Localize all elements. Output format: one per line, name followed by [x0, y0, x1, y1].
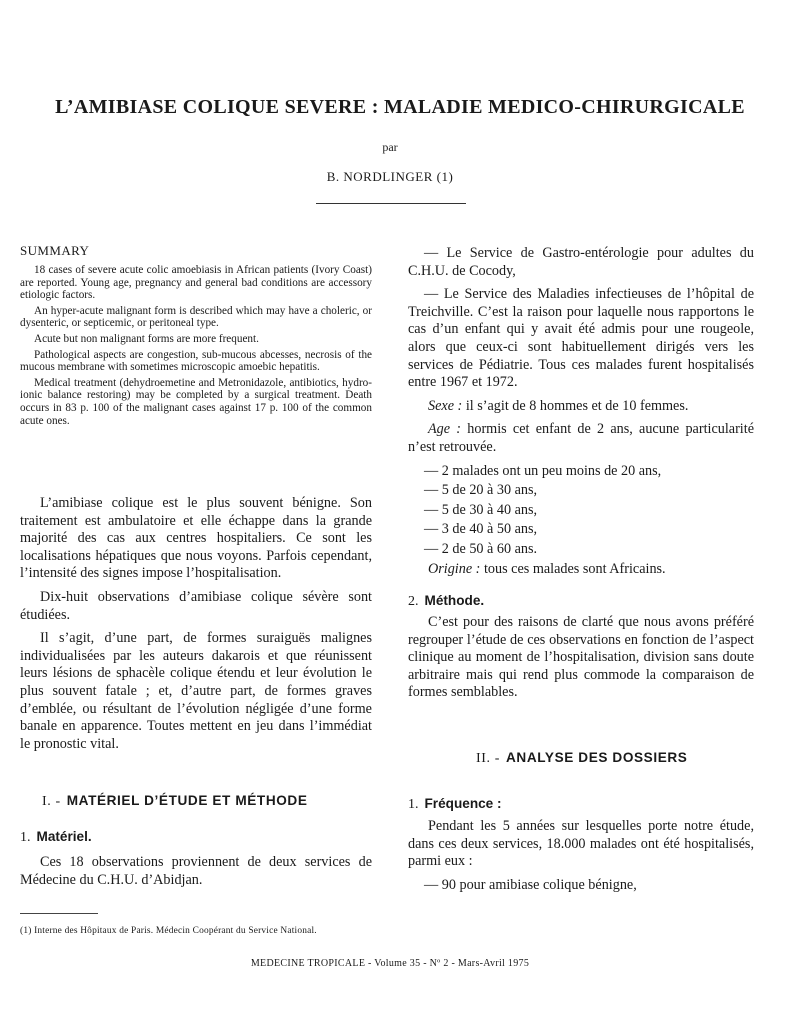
body-paragraph: L’amibiase colique est le plus souvent bénigne. Son traitement est ambulatoire et elle échappe dans la grande majorité des cas aux centres hospitaliers. Ce sont les localisations hépatiques que nous voyons. Parfois cependant, l’intensité des signes impose l’hospitalisation. [20, 495, 372, 582]
body-paragraph: C’est pour des raisons de clarté que nous avons préféré regrouper l’étude de ces observations en fonction de l’aspect clinique au moment de l’hospitalisation, division sans doute arbitraire mais qui rend plus commode la comparaison de formes semblables. [408, 614, 754, 701]
footnote-divider [20, 913, 98, 914]
subsection-heading-frequence [408, 795, 502, 813]
subsection-title: Matériel. [36, 829, 92, 844]
summary-paragraph: Acute but non malignant forms are more frequent. [34, 332, 259, 345]
sexe-paragraph [408, 398, 754, 416]
summary-block [20, 264, 372, 430]
section-heading-analyse [476, 750, 687, 767]
article-title: L’AMIBIASE COLIQUE SEVERE : MALADIE MEDICO-CHIRURGICALE [55, 96, 745, 118]
age-list-item: — 5 de 20 à 30 ans, [424, 482, 538, 499]
section-number: I. - [42, 794, 61, 809]
frequence-text [408, 818, 754, 900]
subsection-heading-methode [408, 592, 484, 610]
body-paragraph: Pendant les 5 années sur lesquelles porte notre étude, dans ces deux services, 18.000 malades ont été hospitalisés, parmi eux : [408, 818, 754, 870]
introduction-text [20, 495, 372, 759]
subsection-title: Fréquence : [424, 796, 502, 811]
origine-text: tous ces malades sont Africains. [480, 560, 666, 577]
origine-paragraph [408, 561, 754, 579]
body-paragraph: Ces 18 observations proviennent de deux services de Médecine du C.H.U. d’Abidjan. [20, 854, 372, 888]
age-list-item: — 3 de 40 à 50 ans, [424, 521, 538, 538]
methode-text [408, 614, 754, 708]
service-item: — Le Service de Gastro-entérologie pour adultes du C.H.U. de Cocody, [408, 245, 754, 279]
origine-label: Origine : [428, 560, 481, 577]
summary-paragraph: Medical treatment (dehydroemetine and Metronidazole, antibiotics, hydro-ionic balance restoring) may be completed by a surgical treatment. Death occurs in 83 p. 100 of the malignant cases against 17 p. 100 of the common acute ones. [20, 376, 372, 427]
age-text: hormis cet enfant de 2 ans, aucune particularité n’est retrouvée. [408, 421, 754, 455]
by-line-par: par [382, 140, 398, 154]
age-list-item: — 5 de 30 à 40 ans, [424, 501, 538, 518]
summary-paragraph: An hyper-acute malignant form is described which may have a choleric, or dysenteric, or septicemic, or peritoneal type. [20, 304, 372, 330]
sexe-text: il s’agit de 8 hommes et de 10 femmes. [462, 397, 689, 414]
subsection-title: Méthode. [424, 593, 485, 608]
age-label: Age : [428, 421, 462, 438]
frequence-list-item: — 90 pour amibiase colique bénigne, [424, 876, 637, 893]
right-column-text [408, 245, 754, 584]
subsection-number: 2. [408, 594, 419, 609]
body-paragraph: Dix-huit observations d’amibiase colique sévère sont étudiées. [20, 588, 372, 623]
subsection-heading-materiel [20, 828, 92, 846]
service-item: — Le Service des Maladies infectieuses de l’hôpital de Treichville. C’est la raison pour laquelle nous rapportons le cas d’un enfant qui y avait été admis pour une rougeole, alors que ceux-ci sont habituellement dirigés vers les services de Pédiatrie. Tous ces malades furent hospitalisés entre 1967 et 1972. [408, 286, 754, 391]
age-paragraph [408, 421, 754, 456]
summary-paragraph: 18 cases of severe acute colic amoebiasis in African patients (Ivory Coast) are reported. Young age, pregnancy and general bad conditions are accessory etiologic factors. [20, 264, 372, 302]
body-paragraph: Il s’agit, d’une part, de formes suraiguës malignes individualisées par les auteurs dakarois et que réunissent leurs lésions de sphacèle colique étendu et leur évolution le plus souvent fatale ; et, d’autre part, de formes graves d’emblée, ou résultant de l’évolution négligée d’une forme banale en apparence. Toutes mettent en jeu dans l’immédiat le pronostic vital. [20, 630, 372, 752]
summary-paragraph: Pathological aspects are congestion, sub-mucous abcesses, necrosis of the mucous membrane with sometimes microscopic amoebic hepatitis. [20, 348, 372, 374]
age-list-item: — 2 de 50 à 60 ans. [424, 540, 538, 557]
summary-heading: SUMMARY [20, 243, 90, 258]
subsection-number: 1. [20, 830, 31, 845]
section-number: II. - [476, 751, 500, 766]
age-list-item: — 2 malades ont un peu moins de 20 ans, [424, 462, 662, 479]
sexe-label: Sexe : [428, 397, 463, 414]
subsection-number: 1. [408, 797, 419, 812]
title-divider [316, 203, 466, 204]
section-heading-materiel [42, 793, 308, 810]
journal-reference: MEDECINE TROPICALE - Volume 35 - Nº 2 - Mars-Avril 1975 [250, 958, 530, 969]
materiel-text [20, 854, 372, 895]
author-name: B. NORDLINGER (1) [326, 169, 454, 184]
footnote: (1) Interne des Hôpitaux de Paris. Médecin Coopérant du Service National. [20, 926, 317, 936]
section-title: MATÉRIEL D’ÉTUDE ET MÉTHODE [66, 793, 308, 808]
section-title: ANALYSE DES DOSSIERS [506, 750, 688, 765]
